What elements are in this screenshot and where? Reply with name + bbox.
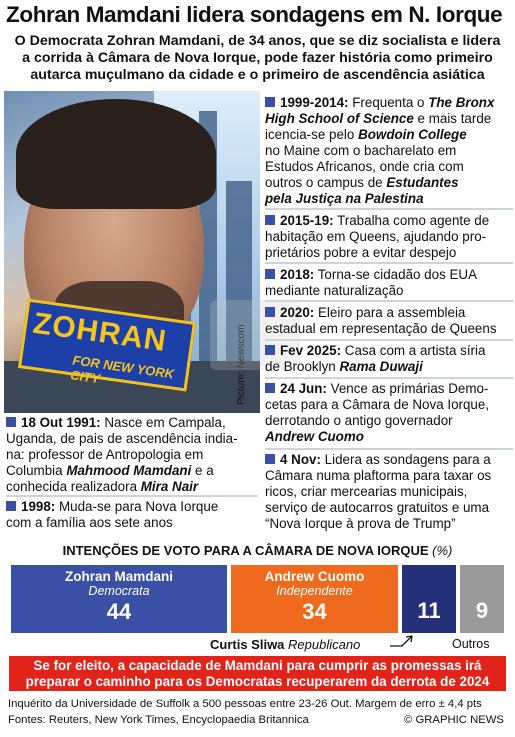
timeline-text: icencia-se pelo bbox=[265, 127, 355, 142]
bullet-square bbox=[265, 215, 275, 225]
sources: Fontes: Reuters, New York Times, Encyclopaedia Britannica bbox=[8, 714, 309, 726]
timeline-text: Lidera as sondagens para a bbox=[324, 452, 491, 467]
timeline-4-nov bbox=[265, 452, 513, 532]
photo-credit: Picture: Newscom bbox=[236, 324, 247, 405]
timeline-text: conhecida realizadora bbox=[6, 479, 138, 494]
divider bbox=[265, 377, 513, 379]
chart-title bbox=[0, 543, 515, 558]
timeline-text: Nasce em Campala, bbox=[104, 415, 226, 430]
bullet-square bbox=[6, 417, 16, 427]
divider bbox=[265, 300, 513, 302]
bar-value: 9 bbox=[475, 598, 489, 623]
bar-candidate-name: Zohran Mamdani bbox=[64, 569, 173, 584]
timeline-text: derrotando o antigo governador bbox=[265, 413, 453, 428]
timeline-highlight: Bowdoin College bbox=[358, 127, 467, 142]
timeline-text: no Maine com o bacharelato em bbox=[265, 143, 457, 158]
timeline-text: prietários pobre a evitar despejo bbox=[265, 245, 457, 260]
timeline-date: 24 Jun: bbox=[280, 381, 327, 396]
timeline-2020 bbox=[265, 305, 513, 337]
subhead-line: O Democrata Zohran Mamdani, de 34 anos, que se diz socialista e lidera bbox=[14, 33, 501, 49]
timeline-2018 bbox=[265, 267, 513, 299]
timeline-date: Fev 2025: bbox=[280, 343, 342, 358]
timeline-text: serviço de autocarros gratuitos e uma bbox=[265, 500, 490, 515]
photo-hair bbox=[16, 99, 216, 209]
poll-bar bbox=[231, 565, 398, 633]
divider bbox=[265, 262, 513, 264]
timeline-text: Casa com a artista síria bbox=[344, 343, 486, 358]
bar-party: Democrata bbox=[88, 584, 150, 598]
bullet-square bbox=[6, 501, 16, 511]
timeline-text: Trabalha como agente de bbox=[337, 213, 490, 228]
timeline-text: e mais tarde bbox=[417, 111, 492, 126]
sliwa-name: Curtis Sliwa bbox=[210, 637, 285, 652]
timeline-fev-2025 bbox=[265, 343, 513, 375]
conclusion-banner bbox=[9, 656, 506, 691]
copyright: © GRAPHIC NEWS bbox=[404, 714, 504, 726]
timeline-text: Columbia bbox=[6, 463, 63, 478]
chart-unit: (%) bbox=[432, 543, 453, 558]
timeline-text: mediante naturalização bbox=[265, 283, 404, 298]
bullet-square bbox=[265, 383, 275, 393]
timeline-text: Vence as primárias Demo- bbox=[330, 381, 489, 396]
sliwa-label bbox=[210, 637, 360, 652]
timeline-date: 2018: bbox=[280, 267, 315, 282]
bullet-square bbox=[265, 454, 275, 464]
timeline-1999 bbox=[265, 95, 513, 207]
timeline-highlight: Mahmood Mamdani bbox=[66, 463, 192, 478]
headline: Zohran Mamdani lidera sondagens em N. Iorque bbox=[6, 2, 503, 27]
bullet-square bbox=[265, 269, 275, 279]
sign-name: ZOHRAN bbox=[31, 306, 169, 359]
timeline-text: de Brooklyn bbox=[265, 359, 336, 374]
timeline-text: ricos, criar mercearias municipais, bbox=[265, 484, 468, 499]
timeline-1998 bbox=[6, 499, 260, 531]
timeline-date: 1999-2014: bbox=[280, 95, 349, 110]
timeline-date: 18 Out 1991: bbox=[21, 415, 101, 430]
sliwa-party: Republicano bbox=[288, 637, 361, 652]
timeline-1991 bbox=[6, 415, 260, 495]
timeline-text: Muda-se para Nova Iorque bbox=[58, 499, 219, 514]
subhead-line: a corrida à Câmara de Nova Iorque, pode fazer história como primeiro bbox=[22, 50, 493, 66]
sign-tagline: FOR NEW YORK CITY bbox=[69, 352, 175, 387]
timeline-text: Estudos Africanos, onde cria com bbox=[265, 159, 464, 174]
poll-bar bbox=[11, 565, 227, 633]
outros-label: Outros bbox=[452, 637, 490, 651]
timeline-text: na: professor de Antropologia em bbox=[6, 447, 204, 462]
poll-bar bbox=[460, 565, 504, 633]
timeline-highlight: High School of Science bbox=[265, 111, 414, 126]
bar-value: 44 bbox=[106, 599, 132, 624]
timeline-date: 2015-19: bbox=[280, 213, 334, 228]
subhead bbox=[4, 33, 511, 84]
bar-value: 34 bbox=[302, 599, 327, 624]
banner-line: Se for eleito, a capacidade de Mamdani para cumprir as promessas irá bbox=[33, 658, 482, 673]
bar-value: 11 bbox=[417, 598, 441, 623]
timeline-text: cetas para a Câmara de Nova Iorque, bbox=[265, 397, 490, 412]
timeline-text: Eleiro para a assembleia bbox=[317, 305, 466, 320]
timeline-text: com a família aos sete anos bbox=[6, 515, 173, 530]
timeline-date: 2020: bbox=[280, 305, 315, 320]
bullet-square bbox=[265, 345, 275, 355]
timeline-highlight: Andrew Cuomo bbox=[265, 429, 364, 444]
poll-bar bbox=[402, 565, 456, 633]
bar-candidate-name: Andrew Cuomo bbox=[264, 569, 365, 584]
timeline-highlight: Mira Nair bbox=[140, 479, 199, 494]
timeline-text: outros o campus de bbox=[265, 175, 383, 190]
bar-party: Independente bbox=[276, 584, 353, 598]
timeline-24-jun bbox=[265, 381, 513, 445]
timeline-text: “Nova Iorque à prova de Trump” bbox=[265, 516, 456, 531]
timeline-text: estadual em representação de Queens bbox=[265, 321, 497, 336]
timeline-date: 1998: bbox=[21, 499, 56, 514]
bullet-square bbox=[265, 307, 275, 317]
bullet-square bbox=[265, 97, 275, 107]
divider bbox=[6, 495, 258, 497]
timeline-highlight: pela Justiça na Palestina bbox=[265, 191, 424, 206]
timeline-highlight: The Bronx bbox=[428, 95, 495, 110]
chart-title-text: INTENÇÕES DE VOTO PARA A CÂMARA DE NOVA IORQUE bbox=[62, 543, 429, 558]
arrow-icon bbox=[388, 630, 418, 650]
poll-bar-chart bbox=[11, 565, 504, 633]
timeline-text: habitação em Queens, ajudando pro- bbox=[265, 229, 487, 244]
timeline-text: Uganda, de pais de ascendência india- bbox=[6, 431, 238, 446]
timeline-highlight: Rama Duwaji bbox=[339, 359, 423, 374]
divider bbox=[265, 208, 513, 210]
timeline-text: e a bbox=[195, 463, 214, 478]
banner-line: preparar o caminho para os Democratas recuperarem da derrota de 2024 bbox=[25, 674, 490, 689]
timeline-text: Torna-se cidadão dos EUA bbox=[317, 267, 478, 282]
divider bbox=[265, 339, 513, 341]
survey-note: Inquérito da Universidade de Suffolk a 500 pessoas entre 23-26 Out. Margem de erro ± 4,4 pts bbox=[8, 698, 482, 710]
subhead-line: autarca muçulmano da cidade e o primeiro de ascendência asiática bbox=[30, 67, 485, 83]
timeline-2015 bbox=[265, 213, 513, 261]
divider bbox=[265, 448, 513, 450]
timeline-date: 4 Nov: bbox=[280, 452, 321, 467]
timeline-highlight: Estudantes bbox=[386, 175, 459, 190]
timeline-text: Frequenta o bbox=[352, 95, 425, 110]
timeline-text: Câmara numa plaftorma para taxar os bbox=[265, 468, 492, 483]
